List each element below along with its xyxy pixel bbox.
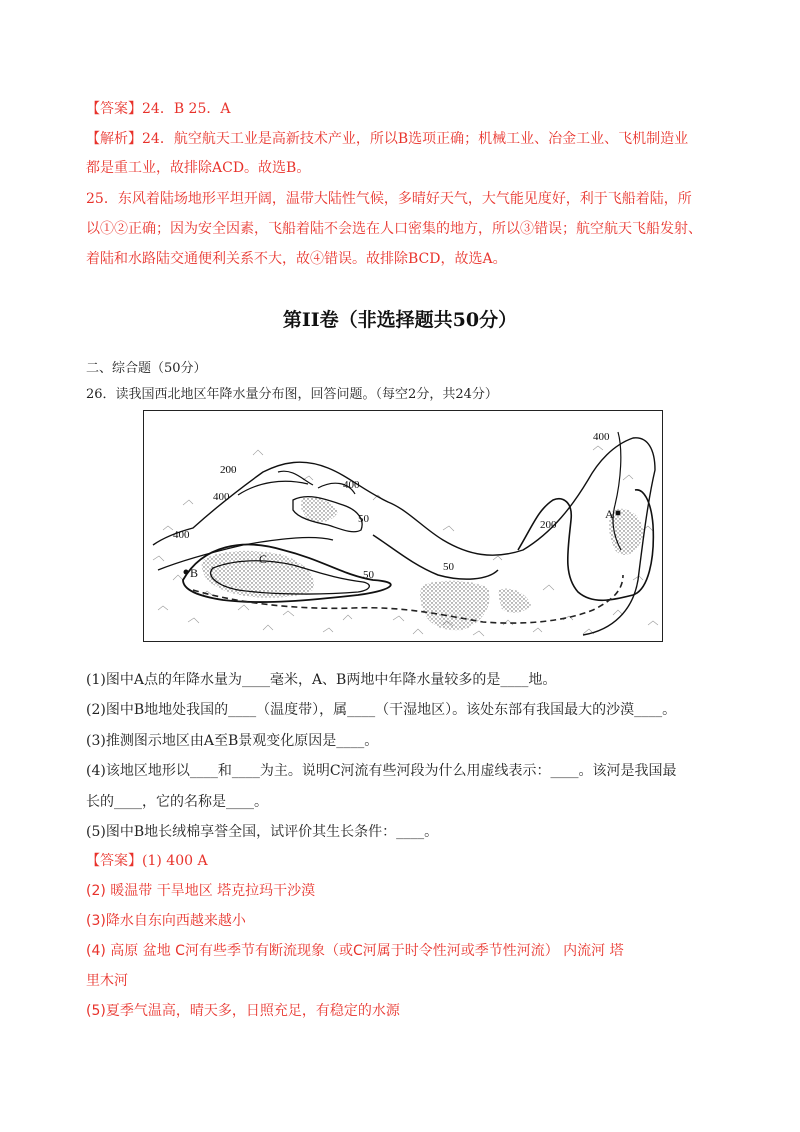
question-5: (5)图中B地长绒棉享誉全国，试评价其生长条件：____。	[86, 824, 439, 840]
label-200-east: 200	[540, 519, 557, 531]
analysis-line-3: 25．东风着陆场地形平坦开阔，温带大陆性气候，多晴好天气，大气能见度好，利于飞船着陆，所	[86, 191, 692, 207]
label-50-mid: 50	[443, 561, 454, 573]
analysis-line-4: 以①②正确；因为安全因素，飞船着陆不会选在人口密集的地方，所以③错误；航空航天飞船发射、	[86, 221, 702, 237]
question-3: (3)推测图示地区由A至B景观变化原因是____。	[86, 733, 379, 749]
answer-tag: 【答案】	[86, 101, 142, 117]
label-a: A	[605, 507, 614, 521]
answer-4-line-2: 里木河	[86, 973, 128, 989]
answer-text: 24．B 25．A	[142, 101, 231, 117]
analysis-line-5: 着陆和水路陆交通便利关系不大，故④错误。故排除BCD，故选A。	[86, 251, 507, 267]
label-50-north: 50	[358, 513, 369, 525]
answer-24-25	[86, 98, 230, 118]
answer-2: (2) 暖温带 干旱地区 塔克拉玛干沙漠	[86, 883, 316, 899]
label-c: C	[259, 552, 268, 566]
answer-1-text: (1) 400 A	[142, 853, 208, 869]
answer-5: (5)夏季气温高，晴天多，日照充足，有稳定的水源	[86, 1003, 400, 1019]
point-b-marker	[184, 570, 189, 575]
answer-1	[86, 850, 208, 870]
label-400-west: 400	[173, 529, 190, 541]
label-400-nw1: 400	[213, 491, 230, 503]
section-2-heading: 二、综合题（50分）	[86, 361, 207, 376]
question-1: (1)图中A点的年降水量为____毫米，A、B两地中年降水量较多的是____地。	[86, 672, 557, 688]
question-4-line-1: (4)该地区地形以____和____为主。说明C河流有些河段为什么用虚线表示：____。该河是我国最	[86, 763, 677, 779]
question-2: (2)图中B地地处我国的____（温度带），属____（干湿地区）。该处东部有我国最大的沙漠____。	[86, 702, 677, 718]
analysis-line-1	[86, 128, 688, 148]
question-4-line-2: 长的____，它的名称是____。	[86, 794, 268, 810]
analysis-tag: 【解析】	[86, 131, 142, 147]
label-200-nw: 200	[220, 464, 237, 476]
map-frame	[144, 411, 663, 642]
section-title: 第II卷（非选择题共50分）	[282, 309, 518, 331]
point-a-marker	[616, 511, 621, 516]
question-26: 26．读我国西北地区年降水量分布图，回答问题。（每空2分，共24分）	[86, 387, 498, 402]
label-b: B	[190, 566, 199, 580]
answers-tag: 【答案】	[86, 853, 142, 869]
label-50-center: 50	[363, 569, 374, 581]
answer-3: (3)降水自东向西越来越小	[86, 913, 246, 929]
precipitation-map	[143, 410, 663, 642]
analysis-line-2: 都是重工业，故排除ACD。故选B。	[86, 160, 311, 176]
answer-4-line-1: (4) 高原 盆地 C河有些季节有断流现象（或C河属于时令性河或季节性河流） 内流河 塔	[86, 943, 624, 959]
analysis-text-1: 24．航空航天工业是高新技术产业，所以B选项正确；机械工业、冶金工业、飞机制造业	[142, 131, 689, 147]
label-400-ne: 400	[593, 431, 610, 443]
label-400-nw2: 400	[343, 479, 360, 491]
